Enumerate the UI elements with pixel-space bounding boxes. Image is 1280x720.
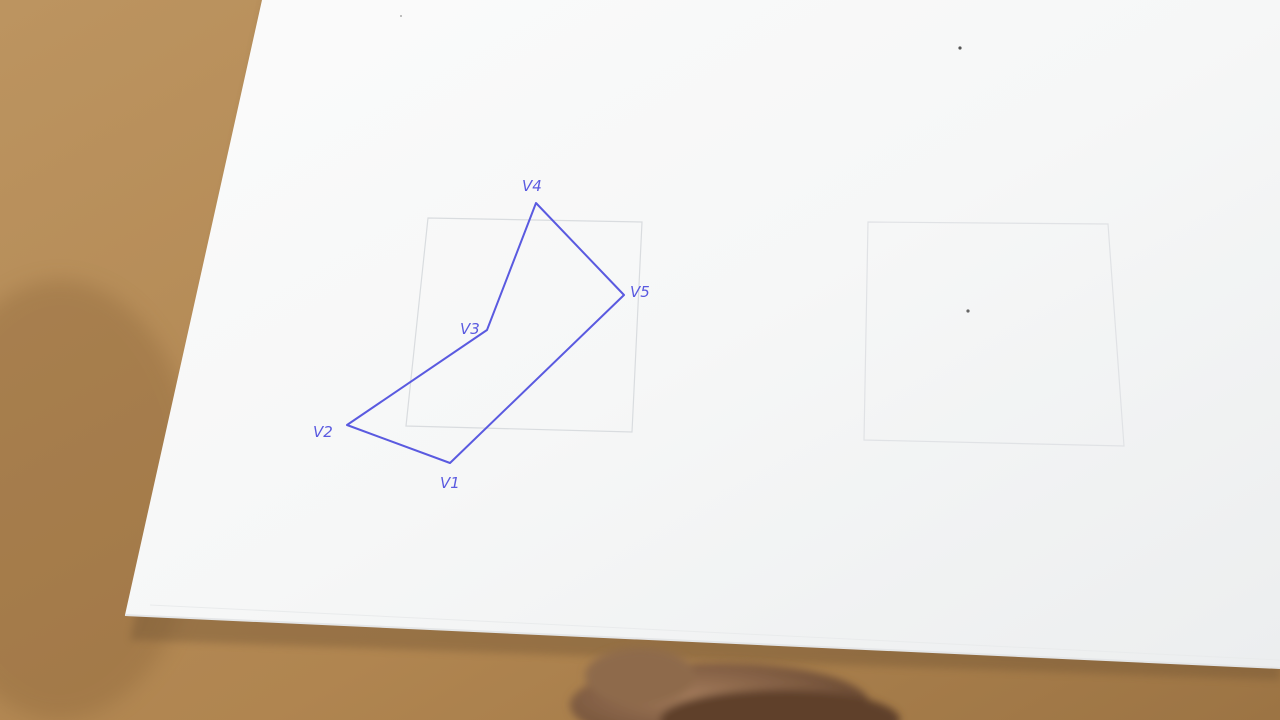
vertex-label-v4: V4	[522, 177, 542, 195]
vertex-label-v2: V2	[313, 423, 333, 441]
vertex-label-v3: V3	[460, 320, 480, 338]
vertex-label-v1: V1	[440, 474, 460, 492]
pencil-dot-center	[966, 309, 969, 312]
vertex-label-v5: V5	[630, 283, 650, 301]
pencil-dot-top	[958, 46, 961, 49]
paper-sheet	[125, 0, 1280, 668]
pencil-dot-corner	[400, 15, 402, 17]
